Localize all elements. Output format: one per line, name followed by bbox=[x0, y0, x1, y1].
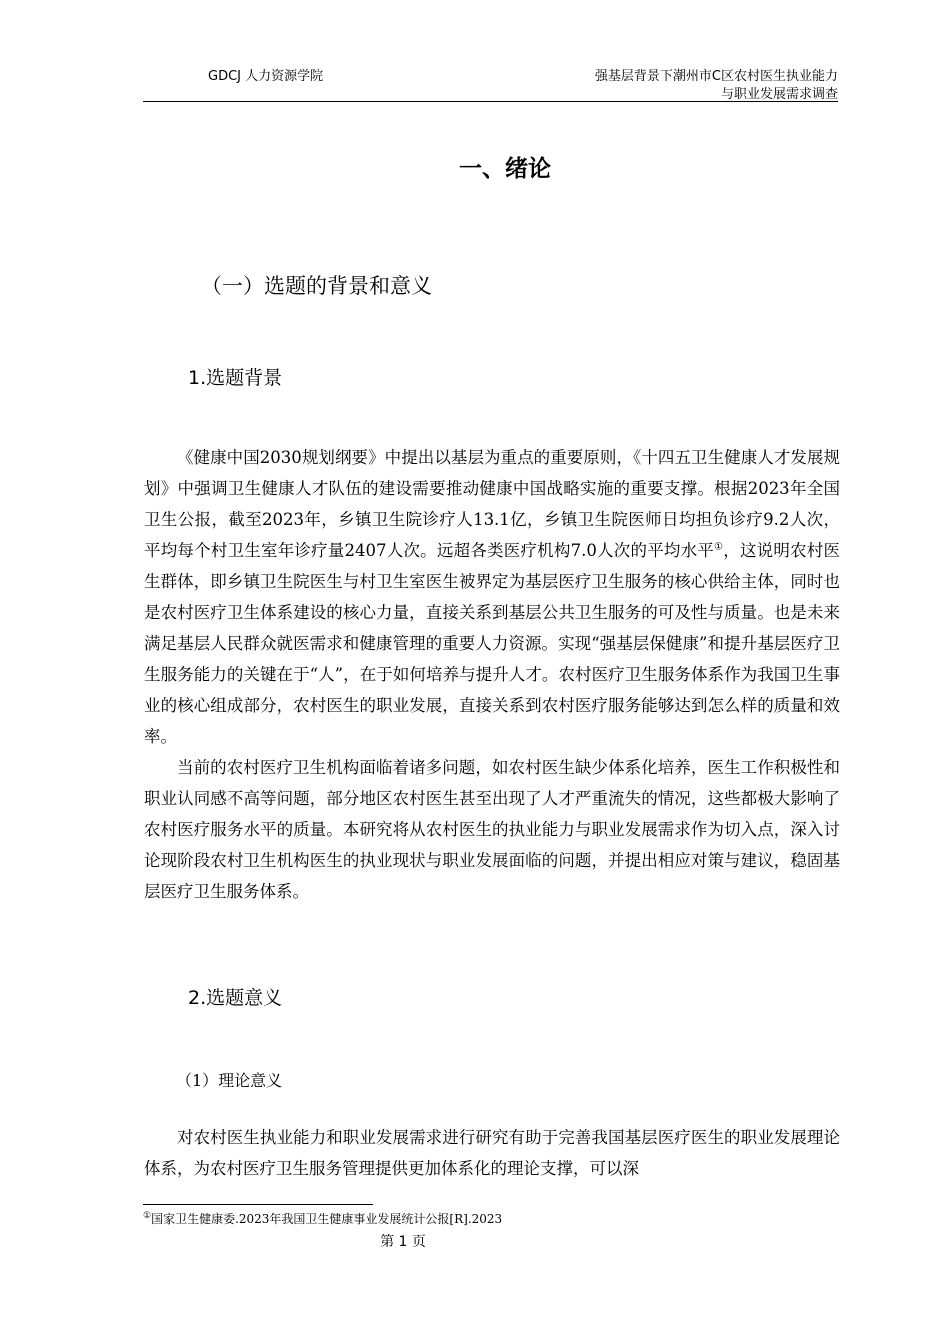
paragraph-theoretical: 对农村医生执业能力和职业发展需求进行研究有助于完善我国基层医疗医生的职业发展理论体系，为农村医疗卫生服务管理提供更加体系化的理论支撑，可以深 bbox=[144, 1128, 840, 1178]
minor-title-theoretical: （1）理论意义 bbox=[176, 1071, 283, 1090]
page-number: 第 1 页 bbox=[380, 1234, 426, 1250]
footnote-reference[interactable]: ① bbox=[714, 541, 724, 553]
paragraph-background-part1: 《健康中国2030规划纲要》中提出以基层为重点的重要原则，《十四五卫生健康人才发展规划》中强调卫生健康人才队伍的建设需要推动健康中国战略实施的重要支撑。根据2023年全国卫生公报，截至2023年，乡镇卫生院诊疗人13.1亿，乡镇卫生院医师日均担负诊疗9.2人次，平均每个村卫生室年诊疗量2407人次。远超各类医疗机构7.0人次的平均水平 bbox=[144, 448, 840, 560]
subsection-title-significance: 2.选题意义 bbox=[188, 987, 283, 1009]
paragraph-background-part2: ，这说明农村医生群体，即乡镇卫生院医生与村卫生室医生被界定为基层医疗卫生服务的核心供给主体，同时也是农村医疗卫生体系建设的核心力量，直接关系到基层公共卫生服务的可及性与质量。也是未来满足基层人民群众就医需求和健康管理的重要人力资源。实现“强基层保健康”和提升基层医疗卫生服务能力的关键在于“人”，在于如何培养与提升人才。农村医疗卫生服务体系作为我国卫生事业的核心组成部分，农村医生的职业发展，直接关系到农村医疗服务能够达到怎么样的质量和效率。 bbox=[144, 541, 841, 746]
subsection-title-background: 1.选题背景 bbox=[188, 367, 283, 389]
footnote bbox=[143, 1210, 502, 1228]
header-divider bbox=[143, 101, 838, 102]
paragraph-problems: 当前的农村医疗卫生机构面临着诸多问题，如农村医生缺少体系化培养，医生工作积极性和职业认同感不高等问题，部分地区农村医生甚至出现了人才严重流失的情况，这些都极大影响了农村医疗服务水平的质量。本研究将从农村医生的执业能力与职业发展需求作为切入点，深入讨论现阶段农村卫生机构医生的执业现状与职业发展面临的问题，并提出相应对策与建议，稳固基层医疗卫生服务体系。 bbox=[144, 758, 840, 901]
background-body bbox=[144, 442, 840, 907]
section-title: （一）选题的背景和意义 bbox=[201, 274, 432, 298]
header-left: GDCJ 人力资源学院 bbox=[208, 69, 324, 84]
footnote-divider bbox=[143, 1204, 373, 1205]
footnote-text: 国家卫生健康委.2023年我国卫生健康事业发展统计公报[R].2023 bbox=[151, 1212, 503, 1226]
paragraph-background bbox=[144, 442, 840, 752]
header-right bbox=[498, 68, 838, 104]
footnote-mark: ① bbox=[143, 1211, 152, 1221]
header-right-line2: 与职业发展需求调查 bbox=[720, 87, 838, 102]
chapter-title: 一、绪论 bbox=[459, 156, 551, 182]
significance-body bbox=[144, 1122, 840, 1184]
header-right-line1: 强基层背景下潮州市C区农村医生执业能力 bbox=[594, 69, 838, 84]
